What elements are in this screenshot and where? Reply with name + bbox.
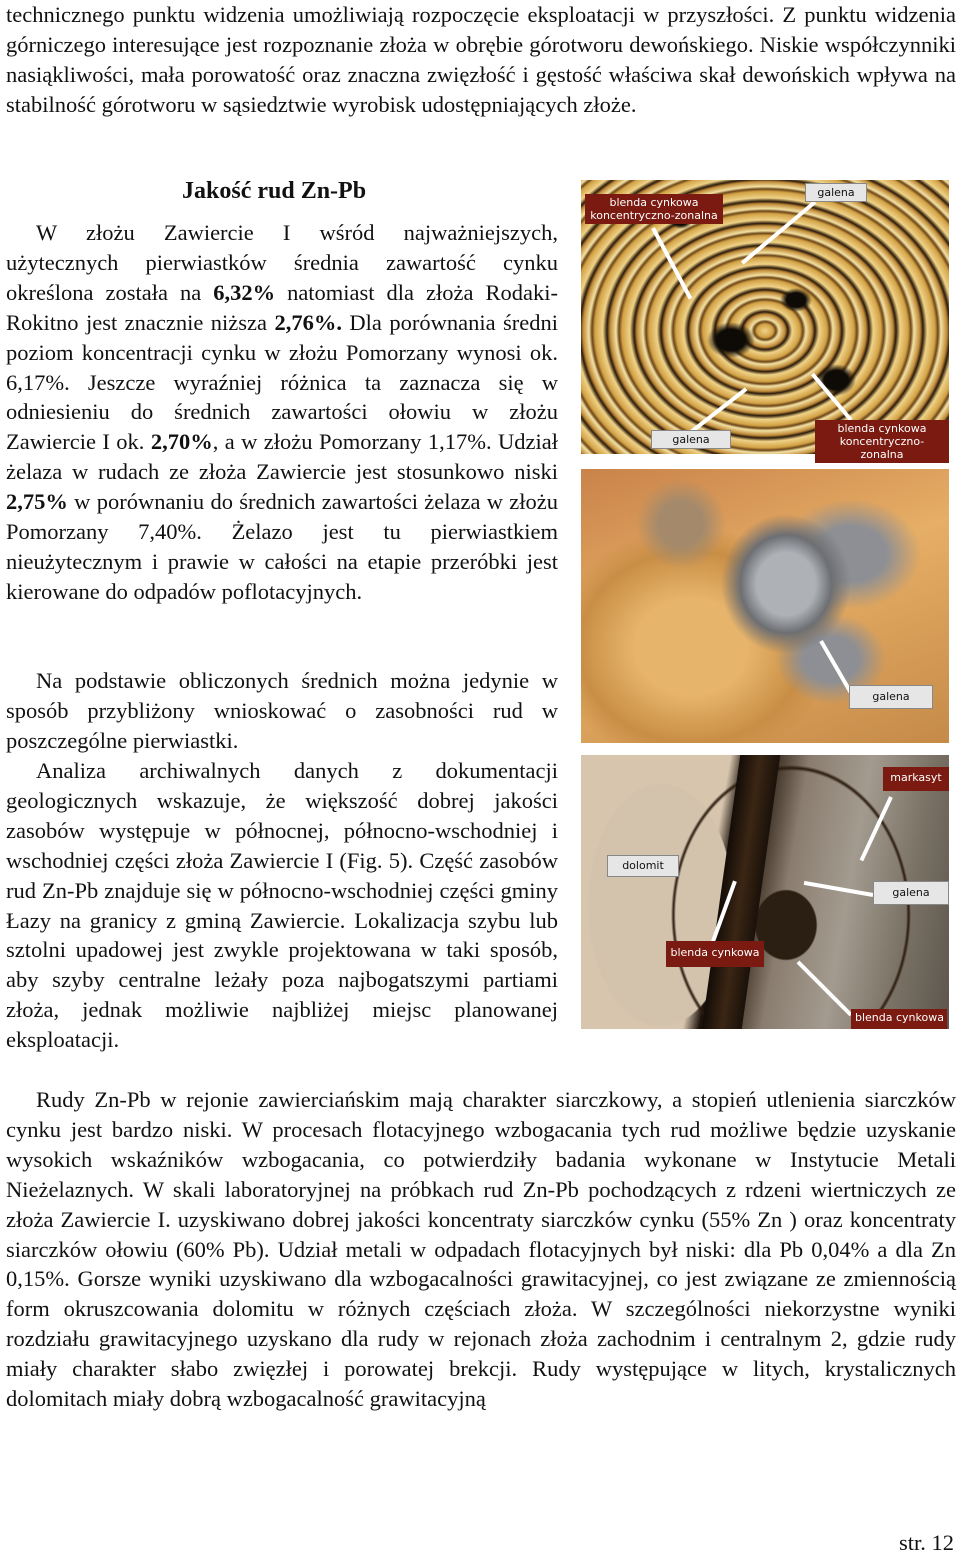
p1-text-5: w porównaniu do średnich zawartości żelaza w złożu Pomorzany 7,40%. Żelazo jest tu pierwiastkiem nieużytecznym i prawie w całości na etapie przeróbki jest kierowane do odpadów poflotacyjnych. bbox=[6, 489, 558, 604]
zinc-value-rodaki: 2,76%. bbox=[274, 309, 342, 335]
arrow-galena bbox=[819, 640, 852, 694]
photo-concentric-sphalerite bbox=[581, 180, 949, 461]
p1-text-3: Dla porównania średni poziom koncentracji cynku w złożu Pomorzany wynosi ok. 6,17%. Jeszcze wyraźniej różnica ta zaznacza się w odniesieniu do średnich zawartości ołowiu w złożu Zawiercie I ok. bbox=[6, 309, 558, 455]
sphalerite-crust bbox=[702, 755, 781, 1029]
arrow-blenda-bottom bbox=[797, 961, 853, 1017]
p1-text-4: , a w złożu Pomorzany 1,17%. Udział żelaza w rudach ze złoża Zawiercie jest stosunkowo niski bbox=[6, 429, 558, 485]
arrow-blenda-bottom bbox=[811, 373, 853, 422]
paragraph-archival-analysis: Analiza archiwalnych danych z dokumentacji geologicznych wskazuje, że większość dobrej jakości zasobów występuje w północnej, północno-wschodniej i wschodniej części złoża Zawiercie I (Fig. 5). Część zasobów rud Zn-Pb znajduje się w północno-wschodniej części gminy Łazy na granicy z gminą Zawiercie. Lokalizacja szybu lub sztolni upadowej jest zwykle projektowana w taki sposób, aby szyby centralne leżały poza najbogatszymi partiami złoża, jednak możliwie najbliżej miejsc planowanej eksploatacji. bbox=[6, 758, 558, 1053]
zinc-value-zawiercie: 6,32% bbox=[213, 279, 276, 305]
arrow-galena bbox=[804, 881, 874, 897]
section-heading: Jakość rud Zn-Pb bbox=[182, 178, 367, 204]
label-galena: galena bbox=[873, 881, 949, 905]
label-galena: galena bbox=[849, 685, 933, 709]
label-blenda-cynkowa-bottom: blenda cynkowa koncentryczno-zonalna bbox=[815, 420, 949, 463]
label-dolomit: dolomit bbox=[607, 855, 679, 877]
p1-text-2: natomiast dla złoża Rodaki-Rokitno jest znacznie niższa bbox=[6, 279, 558, 335]
paragraph-sulfide-ores: Rudy Zn-Pb w rejonie zawierciańskim mają charakter siarczkowy, a stopień utlenienia siarczków cynku jest bardzo niski. W procesach flotacyjnego wzbogacania tych rud możliwe będzie uzyskanie wysokich wskaźników wzbogacania, co potwierdziły badania wykonane w Instytucie Metali Nieżelaznych. W skali laboratoryjnej na próbkach rud Zn-Pb pochodzących z rdzeni wiertniczych ze złoża Zawiercie I. uzyskiwano dobrej jakości koncentraty siarczków cynku (55% Zn ) oraz koncentraty siarczków ołowiu (60% Pb). Udział metali w odpadach flotacyjnych był niski: dla Pb 0,04% a dla Zn 0,15%. Gorsze wyniki uzyskiwano dla wzbogacalności grawitacyjnej, co jest związane ze zmiennością form okruszcowania dolomitu w różnych częściach złoża. W szczególności niekorzystne wyniki rozdziału grawitacyjnego uzyskano dla rudy w rejonach złoża zachodnim i centralnym 2, gdzie rudy miały charakter słabo zwięzłej i porowatej brekcji. Rudy występujące w litych, krystalicznych dolomitach miały dobrą wzbogacalność grawitacyjną bbox=[6, 1087, 956, 1412]
photo-dolomite-ore bbox=[581, 755, 949, 1029]
arrow-markasyt bbox=[860, 796, 893, 861]
intro-paragraph: technicznego punktu widzenia umożliwiają rozpoczęcie eksploatacji w przyszłości. Z punktu widzenia górniczego interesujące jest rozpoznanie złoża w obrębie górotworu dewońskiego. Niskie współczynniki nasiąkliwości, mała porowatość oraz znaczna zwięzłość i gęstość właściwa skał dewońskich wpływa na stabilność górotworu w sąsiedztwie wyrobisk udostępniających złoże. bbox=[6, 2, 956, 117]
page-number: str. 12 bbox=[898, 1530, 954, 1555]
label-galena-bottom: galena bbox=[651, 430, 731, 449]
label-markasyt: markasyt bbox=[883, 767, 949, 791]
iron-value-zawiercie: 2,75% bbox=[6, 489, 68, 515]
photo-galena-crystals bbox=[581, 469, 949, 743]
arrow-galena-bottom bbox=[690, 387, 748, 433]
label-blenda-cynkowa-top: blenda cynkowa koncentryczno-zonalna bbox=[585, 194, 723, 224]
p1-text-1: W złożu Zawiercie I wśród najważniejszych, użytecznych pierwiastków średnia zawartość cynku określona została na bbox=[6, 220, 558, 305]
lead-value-zawiercie: 2,70% bbox=[150, 429, 213, 455]
paragraph-ore-content bbox=[6, 218, 558, 607]
arrow-blenda-top bbox=[651, 227, 692, 300]
label-blenda-cynkowa-bottom: blenda cynkowa bbox=[851, 1009, 947, 1029]
label-blenda-cynkowa-mid: blenda cynkowa bbox=[666, 941, 764, 967]
arrow-galena-top bbox=[741, 200, 816, 264]
label-galena-top: galena bbox=[805, 183, 867, 202]
paragraph-averages: Na podstawie obliczonych średnich można jedynie w sposób przybliżony wnioskować o zasobności rud w poszczególne pierwiastki. bbox=[6, 668, 558, 753]
